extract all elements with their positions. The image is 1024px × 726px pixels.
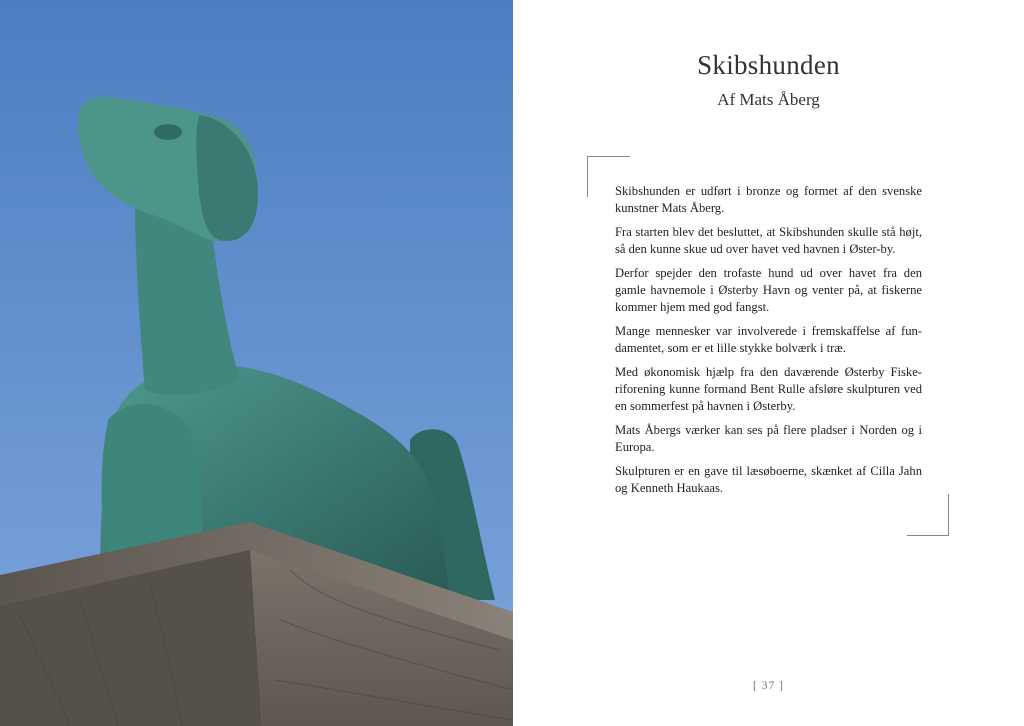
author-line: Af Mats Åberg <box>717 90 820 109</box>
article-body <box>615 183 922 504</box>
paragraph: Mange mennesker var involverede i fremskaffelse af fun-damentet, som er et lille stykke bolværk i træ. <box>615 324 922 355</box>
page-number: [ 37 ] <box>753 680 784 692</box>
paragraph: Derfor spejder den trofaste hund ud over havet fra den gamle havnemole i Østerby Havn og venter på, at fiskerne kommer hjem med god fangst. <box>615 266 922 314</box>
paragraph: Skulpturen er en gave til læsøboerne, skænket af Cilla Jahn og Kenneth Haukaas. <box>615 464 922 495</box>
paragraph: Fra starten blev det besluttet, at Skibshunden skulle stå højt, så den kunne skue ud over havet ved havnen i Øster-by. <box>615 225 922 256</box>
paragraph: Med økonomisk hjælp fra den daværende Østerby Fiske-riforening kunne formand Bent Rulle afsløre skulpturen ved en sommerfest på havnen i Østerby. <box>615 365 922 413</box>
text-page <box>513 0 1024 726</box>
page-title: Skibshunden <box>697 50 840 80</box>
paragraph: Mats Åbergs værker kan ses på flere pladser i Norden og i Europa. <box>615 423 922 454</box>
paragraph: Skibshunden er udført i bronze og formet af den svenske kunstner Mats Åberg. <box>615 184 922 215</box>
